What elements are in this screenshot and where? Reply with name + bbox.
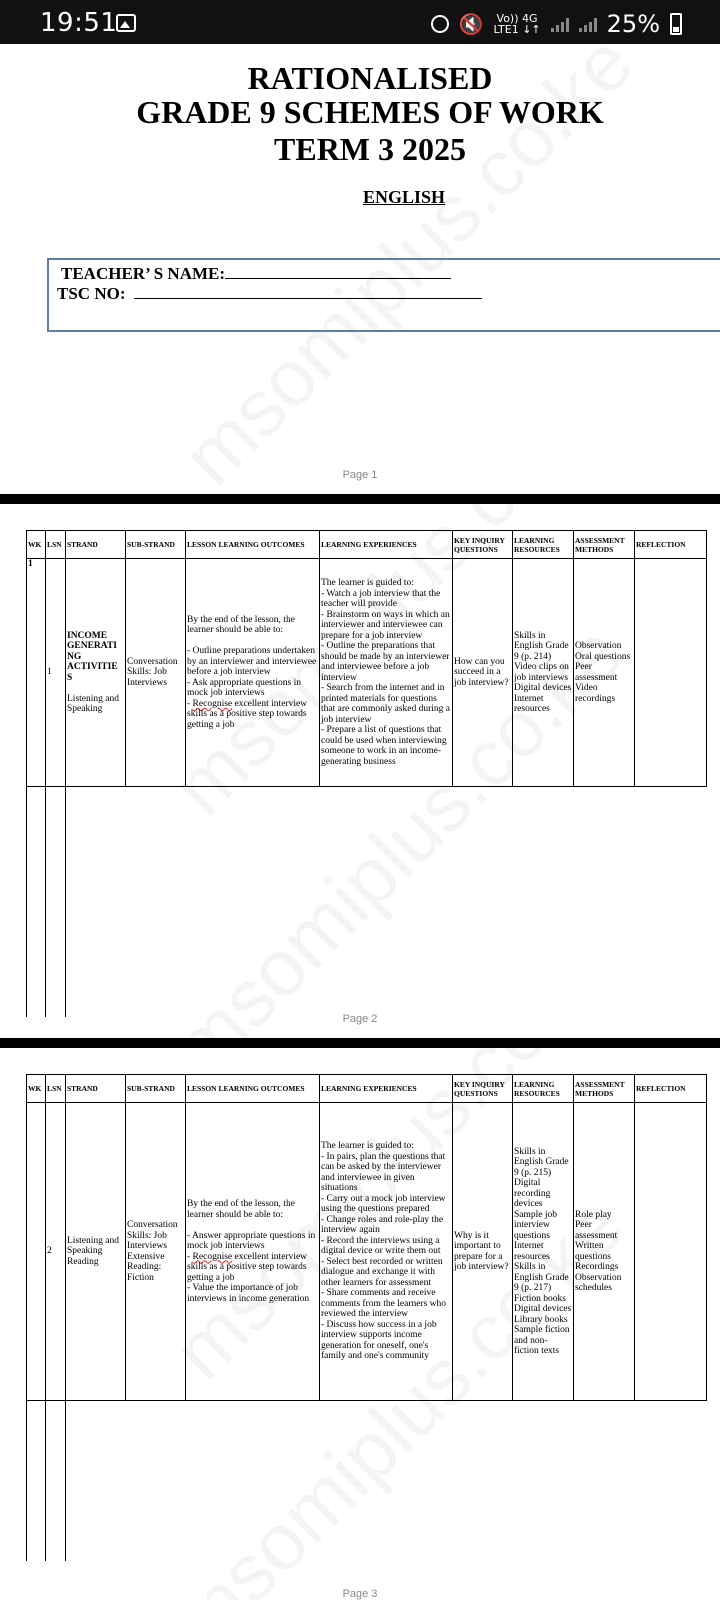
table-row-empty [27,787,707,1017]
header-reflection: REFLECTION [635,1075,707,1103]
cell-outcomes: By the end of the lesson, the learner should be able to: - Answer appropriate questions in mock job interviews - Recognise excellent interview skills as a positive step towards getting a job - Value the importance of job interviews in income generation [186,1103,320,1401]
header-inquiry: KEY INQUIRY QUESTIONS [453,531,513,559]
cell-resources: Skills in English Grade 9 (p. 214) Video clips on job interviews Digital devices Internet resources [513,559,574,787]
header-assessment: ASSESSMENT METHODS [574,531,635,559]
network-indicator: Vo)) 4G LTE1 ↓↑ [493,12,541,36]
strand-bold: INCOME GENERATI NG ACTIVITIE S [67,630,118,683]
header-lsn: LSN [46,1075,66,1103]
cell-assessment: Observation Oral questions Peer assessment Video recordings [574,559,635,787]
strand-text: Listening and Speaking [67,693,119,714]
header-sub-strand: SUB-STRAND [126,531,186,559]
signal-icon-2 [579,16,597,32]
cell-sub-strand: Conversation Skills: Job Interviews Extensive Reading: Fiction [126,1103,186,1401]
header-wk: WK [27,1075,46,1103]
cell-inquiry: Why is it important to prepare for a job interview? [453,1103,513,1401]
cell-experiences: The learner is guided to: - Watch a job interview that the teacher will provide - Brainstorm on ways in which an interviewer and interviewee can prepare for a job interview - Outline the preparations that should be made by an interviewer and interviewee before a job interview - Search from the internet and in printed materials for questions that are commonly asked during a job interview - Prepare a list of questions that could be used when interviewing someone to work in an income-generating business [320,559,453,787]
header-resources: LEARNING RESOURCES [513,531,574,559]
header-outcomes: LESSON LEARNING OUTCOMES [186,531,320,559]
table-row-empty [27,1401,707,1561]
battery-percent: 25% [606,10,660,38]
mute-icon: 🔇 [458,12,484,36]
alarm-icon [431,15,449,33]
table-row [27,1103,707,1401]
cell-outcomes: By the end of the lesson, the learner should be able to: - Outline preparations undertaken by an interviewer and interviewee before a job interview - Ask appropriate questions in mock job interviews - Recognise excellent interview skills as a positive step towards getting a job [186,559,320,787]
clock: 19:51 [40,8,118,38]
page-number: Page 1 [342,469,378,481]
battery-icon [670,13,682,35]
cell-lesson: 2 [46,1103,66,1401]
table-header-row [27,531,707,559]
cell-week [27,1103,46,1401]
header-assessment: ASSESSMENT METHODS [574,1075,635,1103]
teacher-name-line: TEACHER’ S NAME: [61,264,451,284]
header-experiences: LEARNING EXPERIENCES [320,531,453,559]
document-page-1[interactable] [0,44,720,494]
cell-lesson: 1 [46,559,66,787]
document-title-line-1: RATIONALISED [247,60,493,96]
document-title-line-3: TERM 3 2025 [274,131,466,167]
schemes-table [26,1074,707,1561]
header-resources: LEARNING RESOURCES [513,1075,574,1103]
cell-week: 1 [27,559,46,787]
header-reflection: REFLECTION [635,531,707,559]
cell-experiences: The learner is guided to: - In pairs, plan the questions that can be asked by the interviewer and interviewee in given situations - Carry out a mock job interview using the questions prepared - Change roles and role-play the interview again - Record the interviews using a digital device or write them out - Select best recorded or written dialogue and exchange it with other learners for assessment - Share comments and receive comments from the learners who reviewed the interview - Discuss how success in a job interview supports income generation for oneself, one's family and one's community [320,1103,453,1401]
gallery-icon [116,14,136,32]
header-wk: WK [27,531,46,559]
cell-resources: Skills in English Grade 9 (p. 215) Digital recording devices Sample job interview questions Internet resources Skills in English Grade 9 (p. 217) Fiction books Digital devices Library books Sample fiction and non-fiction texts [513,1103,574,1401]
header-experiences: LEARNING EXPERIENCES [320,1075,453,1103]
cell-inquiry: How can you succeed in a job interview? [453,559,513,787]
cell-strand: Listening and Speaking Reading [66,1103,126,1401]
header-outcomes: LESSON LEARNING OUTCOMES [186,1075,320,1103]
schemes-table [26,530,707,1017]
document-page-2[interactable] [0,504,720,1038]
page-number: Page 3 [342,1588,378,1600]
table-row [27,559,707,787]
cell-strand [66,559,126,787]
cell-assessment: Role play Peer assessment Written questions Recordings Observation schedules [574,1103,635,1401]
table-header-row [27,1075,707,1103]
status-bar [0,0,720,44]
cell-sub-strand: Conversation Skills: Job Interviews [126,559,186,787]
cell-reflection [635,559,707,787]
document-title-line-2: GRADE 9 SCHEMES OF WORK [136,94,604,130]
teacher-info-box [47,258,720,332]
header-inquiry: KEY INQUIRY QUESTIONS [453,1075,513,1103]
subject-heading: ENGLISH [363,187,446,207]
cell-reflection [635,1103,707,1401]
page-number: Page 2 [342,1013,378,1025]
document-page-3[interactable] [0,1048,720,1600]
header-strand: STRAND [66,1075,126,1103]
header-sub-strand: SUB-STRAND [126,1075,186,1103]
signal-icon [551,16,569,32]
header-strand: STRAND [66,531,126,559]
tsc-number-line: TSC NO: [57,284,482,304]
header-lsn: LSN [46,531,66,559]
